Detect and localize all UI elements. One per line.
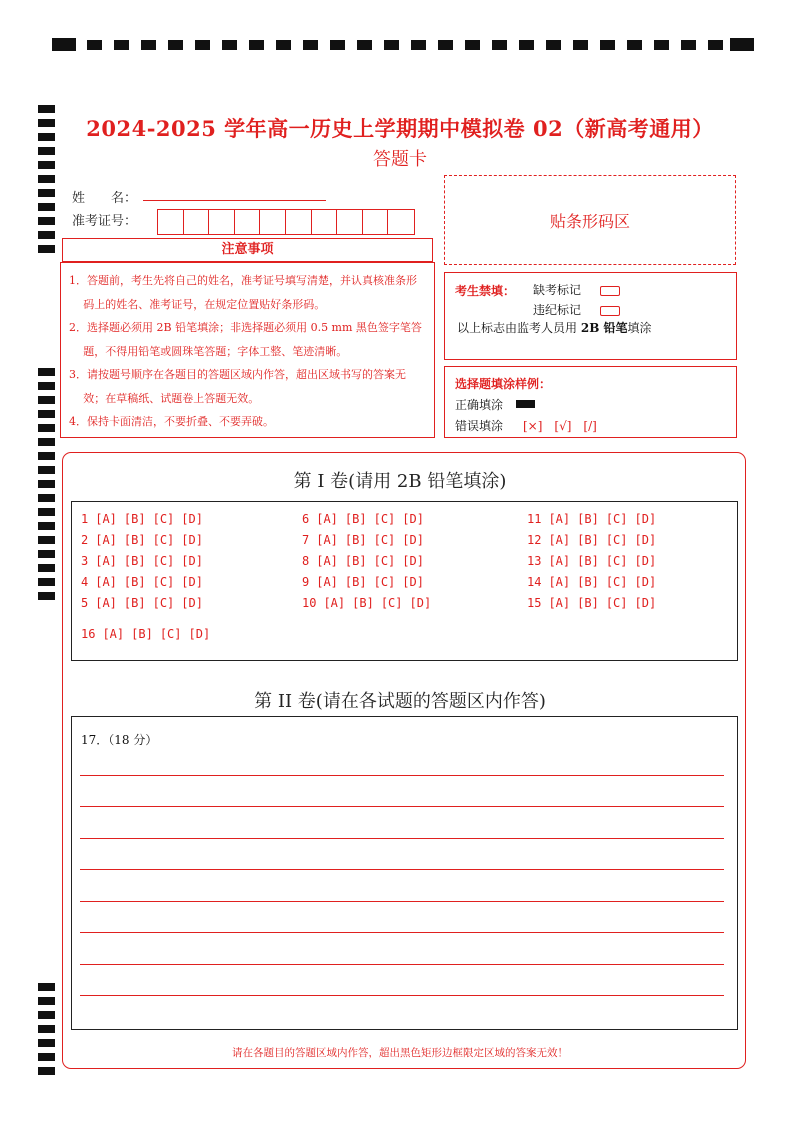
choice-question — [81, 575, 203, 589]
option-bubble[interactable]: [C] — [373, 512, 396, 526]
question-number: 9 — [302, 575, 310, 589]
option-bubble[interactable]: [B] — [577, 512, 599, 526]
option-bubble[interactable]: [D] — [181, 596, 203, 610]
option-bubble[interactable]: [D] — [402, 512, 424, 526]
option-bubble[interactable]: [A] — [548, 575, 571, 589]
question-number: 3 — [81, 554, 89, 568]
option-bubble[interactable]: [B] — [577, 575, 599, 589]
filled-mark-icon — [516, 400, 535, 408]
option-bubble[interactable]: [B] — [577, 533, 599, 547]
name-label: 姓 名： — [72, 191, 138, 206]
barcode-area[interactable] — [444, 175, 736, 265]
option-bubble[interactable]: [C] — [605, 575, 628, 589]
option-bubble[interactable]: [A] — [102, 627, 125, 641]
option-bubble[interactable]: [B] — [123, 533, 146, 547]
question-number: 13 — [527, 554, 542, 568]
footer-warning: 请在各题目的答题区域内作答，超出黑色矩形边框限定区域的答案无效！ — [232, 1047, 568, 1059]
answer-line[interactable] — [80, 995, 724, 996]
option-bubble[interactable]: [C] — [380, 596, 403, 610]
absent-label: 缺考标记 — [533, 283, 582, 297]
choice-question — [81, 596, 203, 610]
choice-question — [527, 554, 656, 568]
id-digit-box[interactable] — [184, 210, 210, 234]
notice-item: 2．选择题必须用 2B 铅笔填涂；非选择题必须用 0.5 mm 黑色签字笔答题，不得用铅笔或圆珠笔答题；字体工整、笔迹清晰。 — [69, 321, 422, 358]
wrong-label: 错误填涂 — [455, 419, 504, 433]
option-bubble[interactable]: [C] — [159, 627, 182, 641]
choice-question — [81, 554, 203, 568]
option-bubble[interactable]: [C] — [152, 596, 175, 610]
question-number: 11 — [527, 512, 542, 526]
prohibited-heading: 考生禁填： — [455, 284, 516, 298]
answer-line[interactable] — [80, 932, 724, 933]
option-bubble[interactable]: [B] — [123, 512, 146, 526]
option-bubble[interactable]: [A] — [95, 533, 117, 547]
option-bubble[interactable]: [D] — [181, 575, 203, 589]
choice-question — [527, 533, 656, 547]
answer-line[interactable] — [80, 869, 724, 870]
option-bubble[interactable]: [B] — [123, 575, 146, 589]
barcode-label: 贴条形码区 — [549, 211, 630, 231]
question-number: 4 — [81, 575, 89, 589]
prohibited-note-bold: 2B 铅笔 — [580, 321, 628, 335]
id-digit-box[interactable] — [260, 210, 286, 234]
section2-title: 第 II 卷(请在各试题的答题区内作答) — [254, 691, 546, 712]
answer-line[interactable] — [80, 775, 724, 776]
fill-sample-heading: 选择题填涂样例： — [455, 377, 552, 391]
violation-mark-box[interactable] — [600, 306, 620, 316]
option-bubble[interactable]: [A] — [316, 533, 338, 547]
option-bubble[interactable]: [D] — [402, 533, 424, 547]
notice-heading: 注意事项 — [62, 238, 433, 262]
option-bubble[interactable]: [D] — [409, 596, 432, 610]
violation-label: 违纪标记 — [533, 303, 582, 317]
option-bubble[interactable]: [A] — [95, 596, 117, 610]
id-digit-box[interactable] — [235, 210, 261, 234]
option-bubble[interactable]: [B] — [344, 512, 367, 526]
correct-label: 正确填涂 — [455, 398, 504, 412]
option-bubble[interactable]: [C] — [373, 533, 396, 547]
option-bubble[interactable]: [A] — [548, 596, 571, 610]
option-bubble[interactable]: [B] — [577, 596, 599, 610]
option-bubble[interactable]: [C] — [605, 512, 628, 526]
option-bubble[interactable]: [A] — [95, 554, 117, 568]
wrong-marks: [×] [√] [/] — [523, 419, 597, 433]
question-number: 14 — [527, 575, 542, 589]
notice-item: 3．请按题号顺序在各题目的答题区域内作答，超出区域书写的答案无效；在草稿纸、试题卷上答题无效。 — [69, 368, 406, 405]
option-bubble[interactable]: [C] — [605, 554, 628, 568]
id-digit-box[interactable] — [209, 210, 235, 234]
answer-line[interactable] — [80, 838, 724, 839]
option-bubble[interactable]: [D] — [634, 596, 657, 610]
option-bubble[interactable]: [B] — [344, 533, 367, 547]
question-number: 16 — [81, 627, 96, 641]
option-bubble[interactable]: [C] — [373, 575, 396, 589]
answer-box-17[interactable] — [71, 716, 738, 1030]
option-bubble[interactable]: [D] — [634, 575, 657, 589]
choice-question — [81, 627, 210, 641]
option-bubble[interactable]: [A] — [316, 512, 338, 526]
choice-question — [302, 554, 424, 568]
id-digit-box[interactable] — [388, 210, 414, 234]
option-bubble[interactable]: [B] — [123, 554, 146, 568]
option-bubble[interactable]: [C] — [373, 554, 396, 568]
notice-box — [60, 262, 435, 438]
id-digit-box[interactable] — [337, 210, 363, 234]
question-number: 1 — [81, 512, 89, 526]
name-field[interactable] — [143, 200, 326, 201]
option-bubble[interactable]: [C] — [605, 533, 628, 547]
option-bubble[interactable]: [D] — [634, 533, 657, 547]
choice-question — [302, 596, 431, 610]
choice-question — [302, 512, 424, 526]
option-bubble[interactable]: [D] — [181, 512, 203, 526]
choice-question — [527, 575, 656, 589]
option-bubble[interactable]: [C] — [152, 512, 175, 526]
question-number: 15 — [527, 596, 542, 610]
id-digit-box[interactable] — [158, 210, 184, 234]
option-bubble[interactable]: [C] — [152, 533, 175, 547]
notice-item: 4．保持卡面清洁，不要折叠、不要弄破。 — [69, 415, 274, 428]
option-bubble[interactable]: [D] — [634, 512, 657, 526]
question-number: 2 — [81, 533, 89, 547]
prohibited-note — [457, 319, 652, 336]
question-number: 12 — [527, 533, 542, 547]
option-bubble[interactable]: [C] — [152, 554, 175, 568]
option-bubble[interactable]: [B] — [577, 554, 599, 568]
option-bubble[interactable]: [B] — [131, 627, 153, 641]
absent-mark-box[interactable] — [600, 286, 620, 296]
id-digit-box[interactable] — [286, 210, 312, 234]
option-bubble[interactable]: [A] — [95, 512, 117, 526]
option-bubble[interactable]: [A] — [548, 554, 571, 568]
prohibited-box — [444, 272, 737, 360]
q17-label: 17．（18 分） — [81, 733, 158, 747]
choice-question — [527, 596, 656, 610]
option-bubble[interactable]: [C] — [605, 596, 628, 610]
question-number: 10 — [302, 596, 317, 610]
option-bubble[interactable]: [D] — [188, 627, 211, 641]
option-bubble[interactable]: [B] — [344, 575, 367, 589]
option-bubble[interactable]: [D] — [634, 554, 657, 568]
answer-line[interactable] — [80, 901, 724, 902]
id-label: 准考证号： — [72, 214, 138, 229]
id-digit-box[interactable] — [312, 210, 338, 234]
fill-sample-box — [444, 366, 737, 438]
choice-question — [302, 533, 424, 547]
option-bubble[interactable]: [B] — [344, 554, 367, 568]
choice-question — [81, 533, 203, 547]
exam-id-boxes[interactable] — [157, 209, 415, 235]
prohibited-note-suffix: 填涂 — [627, 321, 652, 335]
option-bubble[interactable]: [A] — [323, 596, 346, 610]
question-number: 7 — [302, 533, 310, 547]
option-bubble[interactable]: [D] — [402, 554, 424, 568]
page-title: 2024-2025 学年高一历史上学期期中模拟卷 02（新高考通用） — [86, 116, 714, 141]
prohibited-note-prefix: 以上标志由监考人员用 — [457, 321, 578, 335]
option-bubble[interactable]: [B] — [123, 596, 146, 610]
option-bubble[interactable]: [D] — [181, 533, 203, 547]
option-bubble[interactable]: [A] — [316, 575, 338, 589]
question-number: 5 — [81, 596, 89, 610]
option-bubble[interactable]: [A] — [95, 575, 117, 589]
option-bubble[interactable]: [A] — [548, 533, 571, 547]
choice-question — [527, 512, 656, 526]
choice-question — [302, 575, 424, 589]
question-number: 8 — [302, 554, 310, 568]
choice-question — [81, 512, 203, 526]
page-subtitle: 答题卡 — [373, 149, 427, 170]
answer-line[interactable] — [80, 806, 724, 807]
option-bubble[interactable]: [B] — [352, 596, 374, 610]
option-bubble[interactable]: [A] — [316, 554, 338, 568]
section1-title: 第 I 卷(请用 2B 铅笔填涂) — [293, 471, 507, 492]
question-number: 6 — [302, 512, 310, 526]
notice-item: 1．答题前，考生先将自己的姓名，准考证号填写清楚，并认真核准条形码上的姓名、准考证号，在规定位置贴好条形码。 — [69, 274, 417, 311]
option-bubble[interactable]: [C] — [152, 575, 175, 589]
id-digit-box[interactable] — [363, 210, 389, 234]
option-bubble[interactable]: [D] — [181, 554, 203, 568]
answer-line[interactable] — [80, 964, 724, 965]
option-bubble[interactable]: [D] — [402, 575, 424, 589]
option-bubble[interactable]: [A] — [548, 512, 571, 526]
